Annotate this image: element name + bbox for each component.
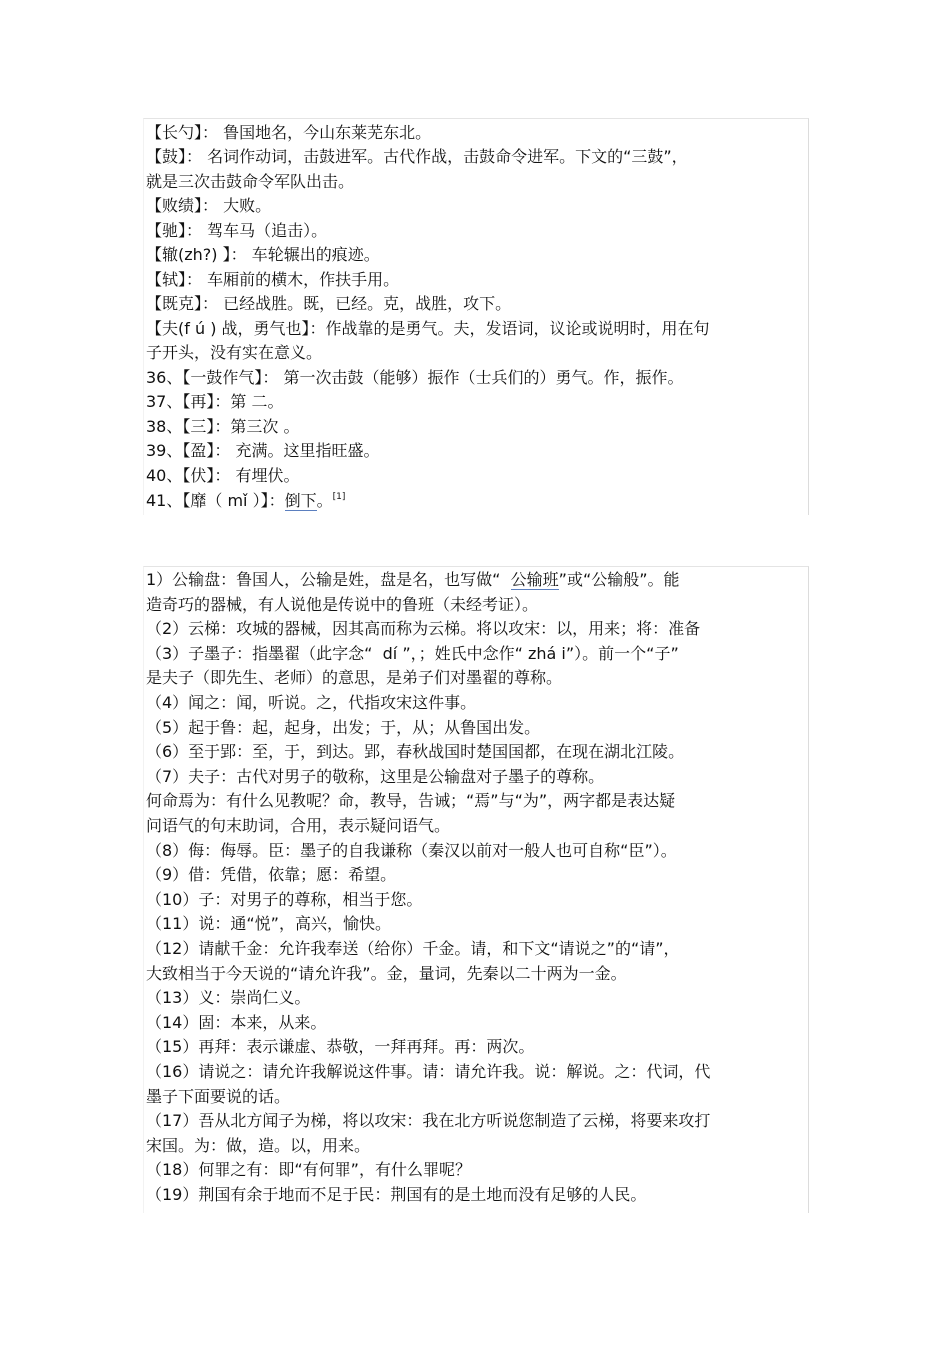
note-line: 【长勺】： 鲁国地名，今山东莱芜东北。	[146, 123, 432, 142]
note-line: （9）借：凭借，依靠；愿：希望。	[146, 865, 397, 884]
gongshuban-link[interactable]: 公输班	[510, 570, 559, 589]
note-line: （7）夫子：古代对男子的敬称，这里是公输盘对子墨子的尊称。	[146, 767, 605, 786]
note-line: 问语气的句末助词，合用，表示疑问语气。	[146, 816, 451, 835]
note-line: 【驰】： 驾车马（追击）。	[146, 221, 328, 240]
note-line	[146, 568, 680, 592]
note-line: 38、【三】：第三次 。	[146, 417, 300, 436]
note-line: 何命焉为：有什么见教呢？命，教导，告诫；“焉”与“为”，两字都是表达疑	[146, 791, 676, 810]
note-line: （15）再拜：表示谦虚、恭敬，一拜再拜。再：两次。	[146, 1037, 535, 1056]
note-line: （3）子墨子：指墨翟（此字念“ dí ”，；姓氏中念作“ zhá i”）。前一个“子”	[146, 644, 679, 663]
note-line: （19）荆国有余于地而不足于民：荆国有的是土地而没有足够的人民。	[146, 1185, 647, 1204]
notes-block-2	[143, 566, 809, 1213]
note-line: 【夫(f ú ) 战，勇气也】：作战靠的是勇气。夫，发语词，议论或说明时，用在句	[146, 319, 710, 338]
notes-block-1	[143, 118, 809, 515]
note-text: 41、【靡（ mǐ ）】：	[146, 491, 285, 510]
note-line: 子开头，没有实在意义。	[146, 343, 323, 362]
note-line: （18）何罪之有：即“有何罪”，有什么罪呢？	[146, 1160, 471, 1179]
note-line: （5）起于鲁：起，起身，出发；于，从；从鲁国出发。	[146, 718, 541, 737]
note-line: （4）闻之：闻，听说。之，代指攻宋这件事。	[146, 693, 477, 712]
note-line: 36、【一鼓作气】： 第一次击鼓（能够）振作（士兵们的）勇气。作，振作。	[146, 368, 684, 387]
note-line: （2）云梯：攻城的器械，因其高而称为云梯。将以攻宋：以，用来；将：准备	[146, 619, 701, 638]
note-line: （10）子：对男子的尊称，相当于您。	[146, 890, 423, 909]
note-line: 39、【盈】： 充满。这里指旺盛。	[146, 441, 380, 460]
note-line: 宋国。为：做，造。以，用来。	[146, 1136, 371, 1155]
note-line: （16）请说之：请允许我解说这件事。请：请允许我。说：解说。之：代词，代	[146, 1062, 711, 1081]
note-line: 就是三次击鼓命令军队出击。	[146, 172, 355, 191]
note-line: （11）说：通“悦”，高兴，愉快。	[146, 914, 391, 933]
footnote-ref-link[interactable]: [1]	[332, 492, 346, 502]
note-line: 【败绩】： 大败。	[146, 196, 272, 215]
note-line: 墨子下面要说的话。	[146, 1087, 291, 1106]
note-line: 是夫子（即先生、老师）的意思，是弟子们对墨翟的尊称。	[146, 668, 563, 687]
note-line: 大致相当于今天说的“请允许我”。金，量词，先秦以二十两为一金。	[146, 964, 627, 983]
note-line: 【辙(zh?) 】： 车轮辗出的痕迹。	[146, 245, 380, 264]
note-line: 37、【再】：第 二。	[146, 392, 284, 411]
note-text: ”或“公输般”。能	[558, 570, 680, 589]
note-line: 【鼓】： 名词作动词，击鼓进军。古代作战，击鼓命令进军。下文的“三鼓”，	[146, 147, 688, 166]
note-line: 【既克】： 已经战胜。既，已经。克，战胜，攻下。	[146, 294, 512, 313]
note-line: （12）请献千金：允许我奉送（给你）千金。请，和下文“请说之”的“请”，	[146, 939, 680, 958]
note-line: （8）侮：侮辱。臣：墨子的自我谦称（秦汉以前对一般人也可自称“臣”）。	[146, 841, 677, 860]
note-line: （6）至于郢：至，于，到达。郢，春秋战国时楚国国都，在现在湖北江陵。	[146, 742, 685, 761]
note-text: 1）公输盘：鲁国人，公输是姓，盘是名，也写做“	[146, 570, 511, 589]
note-line: 40、【伏】： 有埋伏。	[146, 466, 300, 485]
note-line: （13）义：崇尚仁义。	[146, 988, 311, 1007]
note-line: 【轼】： 车厢前的横木，作扶手用。	[146, 270, 400, 289]
daoxia-link[interactable]: 倒下	[284, 491, 317, 510]
note-line	[146, 489, 345, 513]
note-line: （17）吾从北方闻子为梯，将以攻宋：我在北方听说您制造了云梯，将要来攻打	[146, 1111, 711, 1130]
note-line: （14）固：本来，从来。	[146, 1013, 327, 1032]
note-line: 造奇巧的器械，有人说他是传说中的鲁班（未经考证）。	[146, 595, 539, 614]
note-text: 。	[316, 491, 333, 510]
